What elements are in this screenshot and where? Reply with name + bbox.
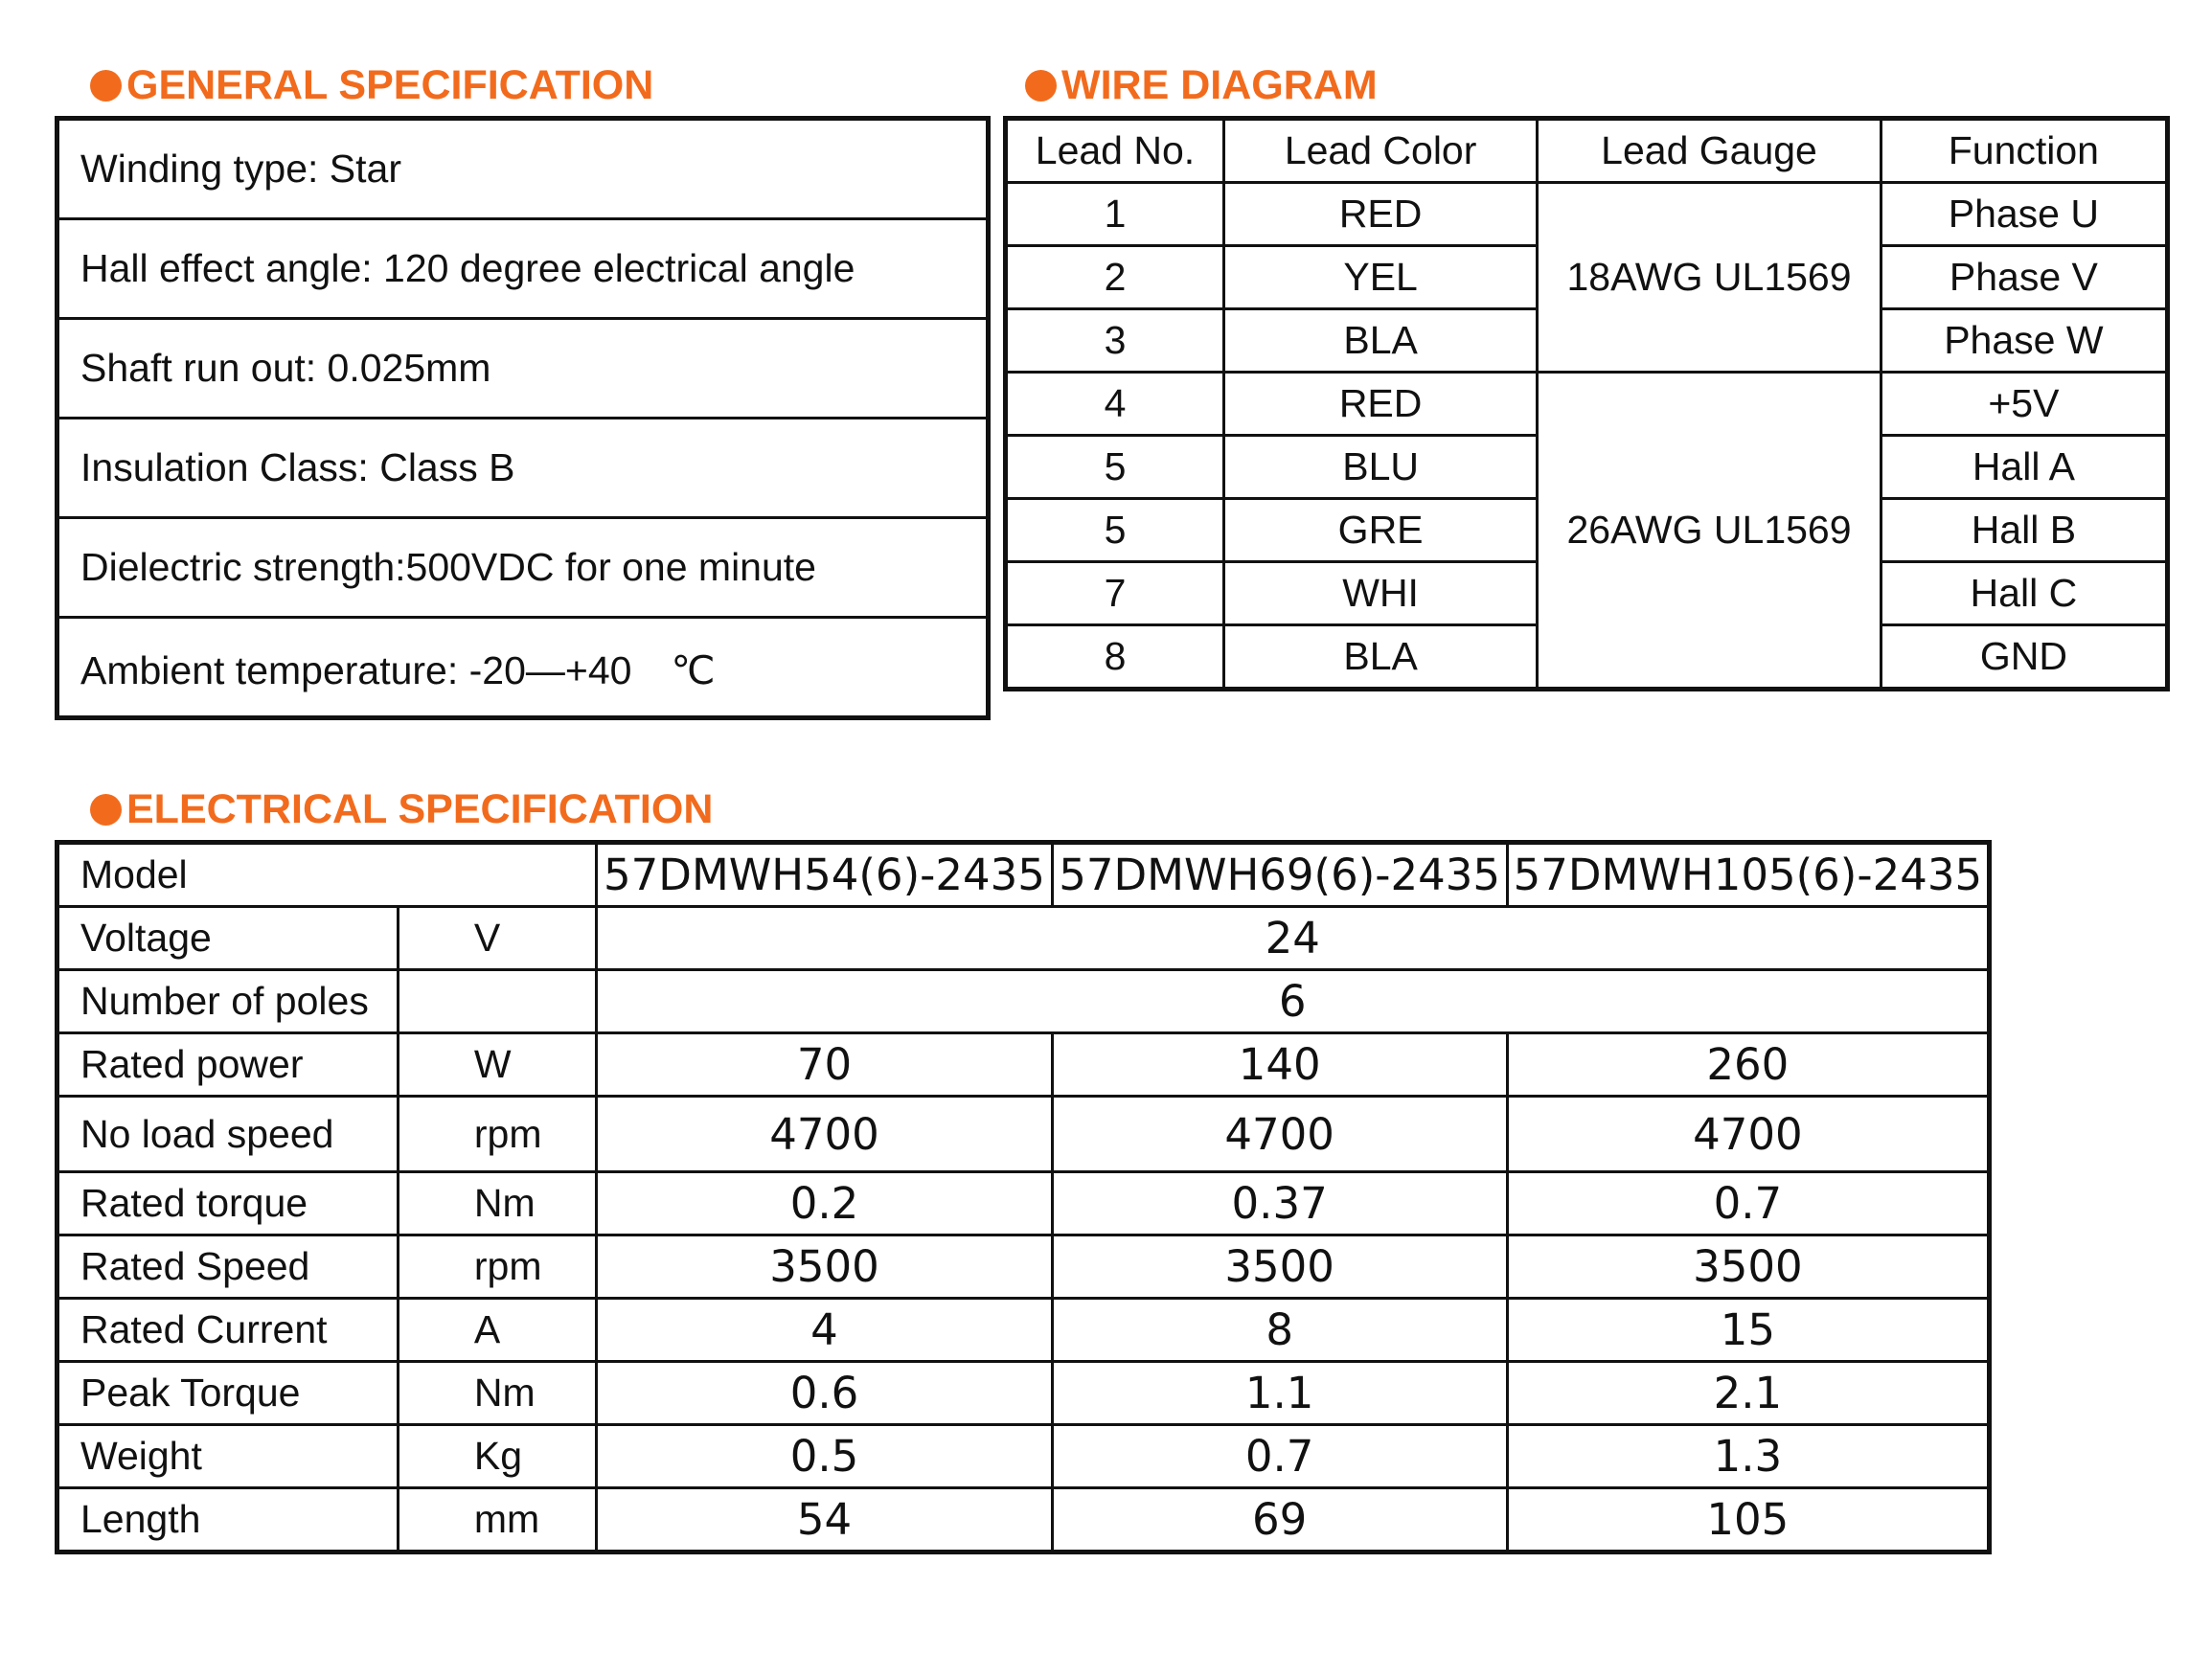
spec-value: 0.7	[1507, 1172, 1989, 1235]
general-spec-row	[57, 119, 989, 219]
general-spec-table	[55, 116, 991, 720]
lead-no: 4	[1006, 373, 1224, 436]
spec-value: 1.3	[1507, 1425, 1989, 1488]
lead-function: +5V	[1881, 373, 2167, 436]
spec-value: 1.1	[1052, 1362, 1507, 1425]
poles-row	[57, 970, 1990, 1033]
bullet-dot-icon	[1025, 70, 1057, 102]
spec-value: 4700	[1507, 1097, 1989, 1172]
electrical-spec-row	[57, 1033, 1990, 1097]
lead-no: 3	[1006, 309, 1224, 373]
spec-unit: mm	[398, 1488, 597, 1552]
lead-color: BLA	[1223, 309, 1537, 373]
spec-value: 70	[597, 1033, 1052, 1097]
general-spec-item: Dielectric strength:500VDC for one minute	[57, 518, 989, 618]
electrical-spec-row	[57, 1172, 1990, 1235]
spec-unit: rpm	[398, 1097, 597, 1172]
model-name: 57DMWH54(6)-2435	[597, 843, 1052, 907]
spec-unit: rpm	[398, 1235, 597, 1299]
general-spec-row	[57, 618, 989, 718]
spec-label: Rated Current	[57, 1299, 399, 1362]
lead-no: 1	[1006, 183, 1224, 246]
general-spec-item: Winding type: Star	[57, 119, 989, 219]
spec-value: 0.5	[597, 1425, 1052, 1488]
general-spec-item: Ambient temperature: -20—+40 ℃	[80, 648, 716, 692]
spec-value: 69	[1052, 1488, 1507, 1552]
spec-value: 140	[1052, 1033, 1507, 1097]
lead-function: Phase U	[1881, 183, 2167, 246]
spec-value: 2.1	[1507, 1362, 1989, 1425]
wire-row	[1006, 183, 2168, 246]
header-function: Function	[1881, 119, 2167, 183]
spec-value: 0.37	[1052, 1172, 1507, 1235]
model-label: Model	[57, 843, 597, 907]
lead-function: Hall B	[1881, 499, 2167, 562]
lead-color: GRE	[1223, 499, 1537, 562]
spec-value: 4	[597, 1299, 1052, 1362]
electrical-spec-table	[55, 840, 1992, 1554]
spec-label: No load speed	[57, 1097, 399, 1172]
spec-value: 8	[1052, 1299, 1507, 1362]
spec-label: Rated torque	[57, 1172, 399, 1235]
model-row	[57, 843, 1990, 907]
general-spec-item: Hall effect angle: 120 degree electrical angle	[57, 219, 989, 319]
lead-no: 8	[1006, 625, 1224, 690]
model-name: 57DMWH105(6)-2435	[1507, 843, 1989, 907]
electrical-spec-row	[57, 1299, 1990, 1362]
electrical-spec-row	[57, 1235, 1990, 1299]
spec-unit: A	[398, 1299, 597, 1362]
lead-color: RED	[1223, 183, 1537, 246]
spec-value: 15	[1507, 1299, 1989, 1362]
lead-function: Phase W	[1881, 309, 2167, 373]
spec-value: 260	[1507, 1033, 1989, 1097]
lead-gauge: 26AWG UL1569	[1538, 373, 1881, 690]
spec-label: Peak Torque	[57, 1362, 399, 1425]
header-lead-gauge: Lead Gauge	[1538, 119, 1881, 183]
spec-unit: Nm	[398, 1172, 597, 1235]
spec-label: Number of poles	[57, 970, 399, 1033]
general-spec-title	[90, 62, 654, 108]
wire-diagram-title	[1025, 62, 1378, 108]
header-lead-no: Lead No.	[1006, 119, 1224, 183]
general-spec-title-text: GENERAL SPECIFICATION	[126, 62, 654, 108]
spec-value: 0.6	[597, 1362, 1052, 1425]
lead-function: Hall C	[1881, 562, 2167, 625]
general-spec-row	[57, 219, 989, 319]
spec-value: 105	[1507, 1488, 1989, 1552]
header-lead-color: Lead Color	[1223, 119, 1537, 183]
lead-function: GND	[1881, 625, 2167, 690]
lead-function: Hall A	[1881, 436, 2167, 499]
wire-diagram-table	[1003, 116, 2170, 691]
lead-no: 2	[1006, 246, 1224, 309]
lead-function: Phase V	[1881, 246, 2167, 309]
voltage-row	[57, 907, 1990, 970]
spec-label: Rated Speed	[57, 1235, 399, 1299]
electrical-spec-row	[57, 1097, 1990, 1172]
spec-label: Rated power	[57, 1033, 399, 1097]
lead-no: 5	[1006, 499, 1224, 562]
spec-label: Length	[57, 1488, 399, 1552]
model-name: 57DMWH69(6)-2435	[1052, 843, 1507, 907]
wire-header-row	[1006, 119, 2168, 183]
electrical-spec-title	[90, 786, 714, 832]
lead-color: BLA	[1223, 625, 1537, 690]
wire-diagram-title-text: WIRE DIAGRAM	[1061, 62, 1378, 108]
general-spec-row	[57, 518, 989, 618]
spec-unit: Kg	[398, 1425, 597, 1488]
spec-value: 3500	[1052, 1235, 1507, 1299]
spec-label: Weight	[57, 1425, 399, 1488]
spec-unit: Nm	[398, 1362, 597, 1425]
lead-color: BLU	[1223, 436, 1537, 499]
spec-value: 0.7	[1052, 1425, 1507, 1488]
spec-unit: V	[398, 907, 597, 970]
electrical-spec-title-text: ELECTRICAL SPECIFICATION	[126, 786, 714, 832]
spec-unit	[398, 970, 597, 1033]
lead-color: WHI	[1223, 562, 1537, 625]
spec-unit: W	[398, 1033, 597, 1097]
electrical-spec-row	[57, 1488, 1990, 1552]
general-spec-item: Shaft run out: 0.025mm	[57, 319, 989, 419]
bullet-dot-icon	[90, 70, 122, 102]
spec-value: 6	[597, 970, 1990, 1033]
lead-no: 5	[1006, 436, 1224, 499]
spec-value: 24	[597, 907, 1990, 970]
spec-value: 54	[597, 1488, 1052, 1552]
general-spec-row	[57, 319, 989, 419]
lead-color: RED	[1223, 373, 1537, 436]
lead-color: YEL	[1223, 246, 1537, 309]
spec-value: 3500	[597, 1235, 1052, 1299]
wire-row	[1006, 373, 2168, 436]
lead-gauge: 18AWG UL1569	[1538, 183, 1881, 373]
electrical-spec-row	[57, 1425, 1990, 1488]
electrical-spec-row	[57, 1362, 1990, 1425]
spec-value: 3500	[1507, 1235, 1989, 1299]
spec-value: 4700	[1052, 1097, 1507, 1172]
lead-no: 7	[1006, 562, 1224, 625]
bullet-dot-icon	[90, 794, 122, 826]
general-spec-row	[57, 419, 989, 518]
spec-label: Voltage	[57, 907, 399, 970]
spec-value: 4700	[597, 1097, 1052, 1172]
general-spec-item: Insulation Class: Class B	[57, 419, 989, 518]
spec-value: 0.2	[597, 1172, 1052, 1235]
